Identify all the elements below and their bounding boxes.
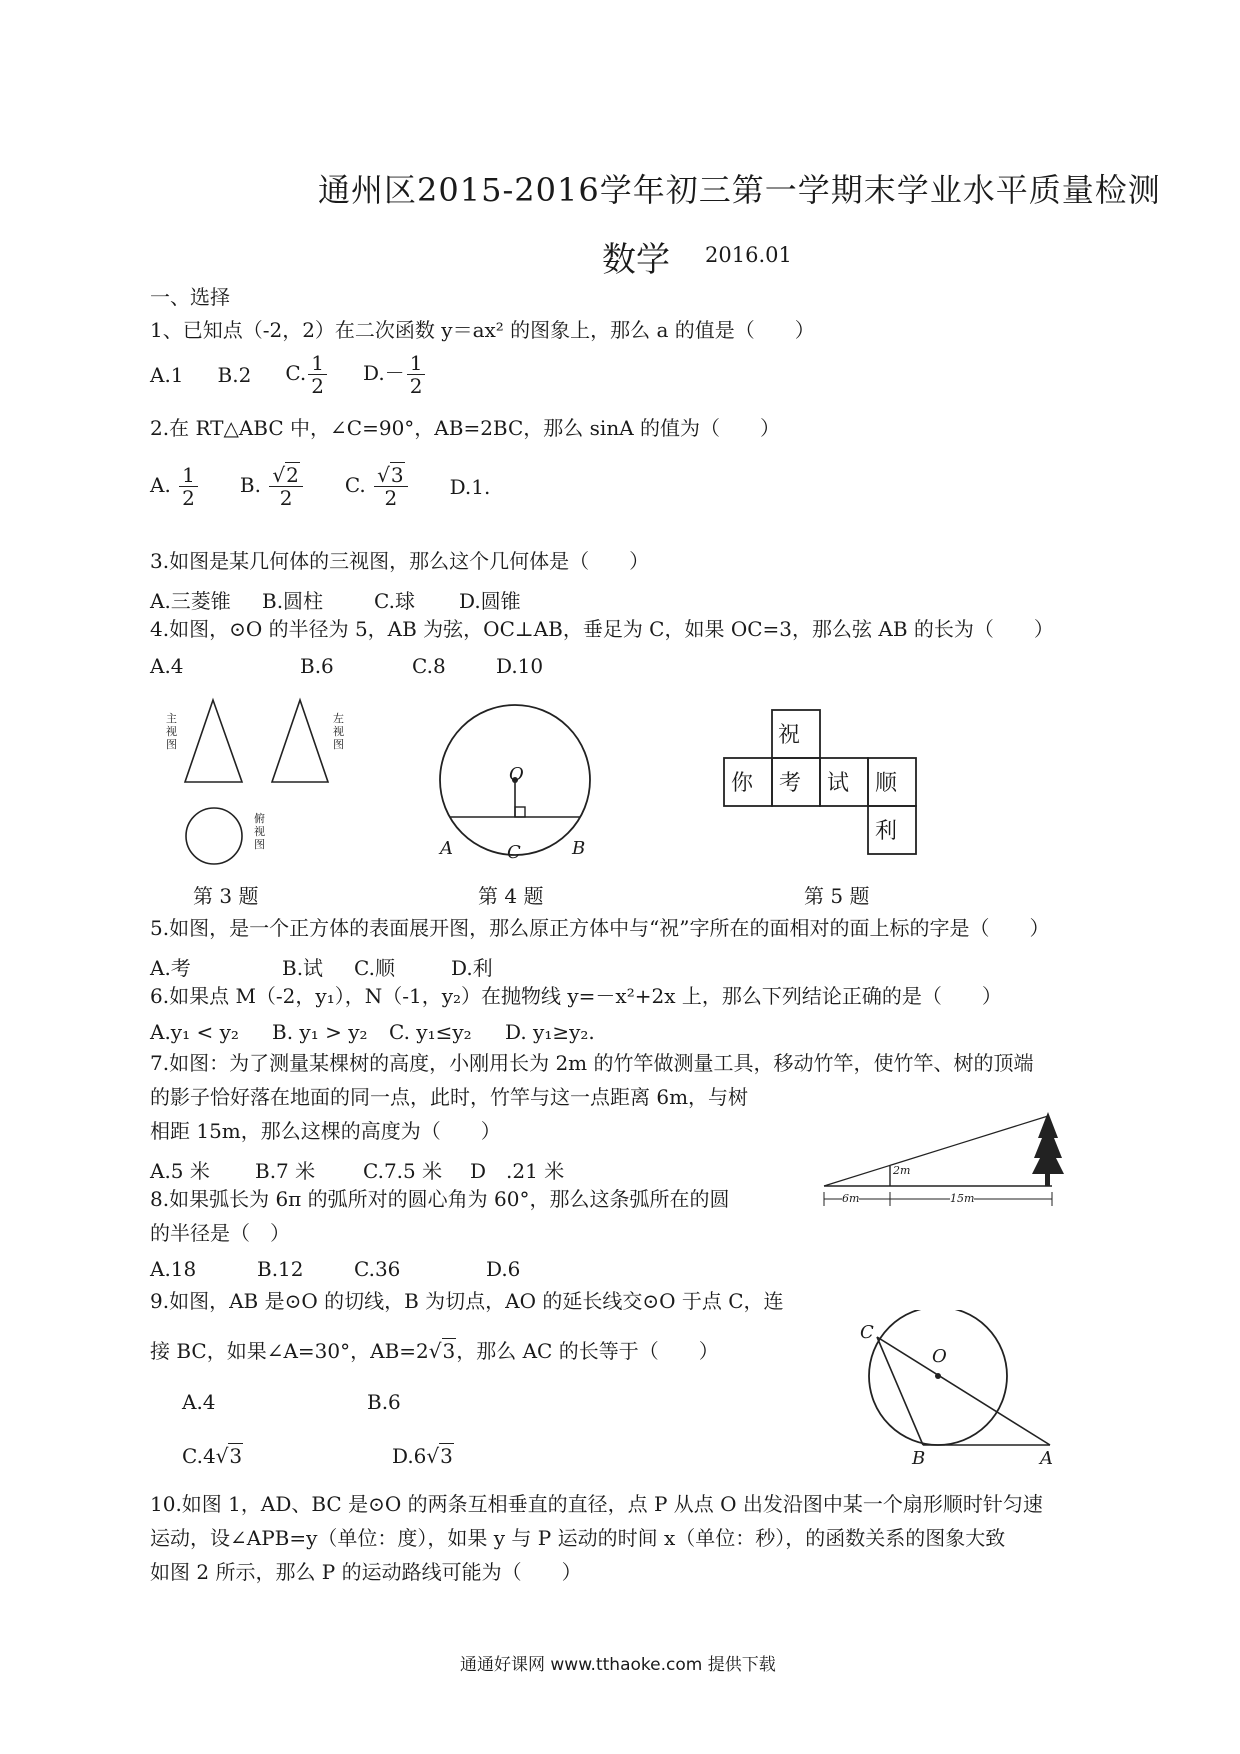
q2-option-a: A. $\frac{1}{2}$	[150, 464, 200, 509]
q5-option-d: D.利	[451, 956, 493, 980]
subject-title: 数学	[602, 240, 670, 280]
q6-option-a: A.y₁ < y₂	[150, 1020, 239, 1044]
q10-line3: 如图 2 所示，那么 P 的运动路线可能为（ ）	[150, 1560, 582, 1584]
q5-stem: 5.如图，是一个正方体的表面展开图，那么原正方体中与“祝”字所在的面相对的面上标的字是（ ）	[150, 916, 1050, 940]
q3-options	[150, 585, 521, 614]
q5-options	[150, 952, 493, 981]
q6-options	[150, 1020, 595, 1044]
pole-label: 2m	[893, 1164, 911, 1177]
distance-6m-label: 6m	[842, 1192, 860, 1205]
q1-option-d: D.－ $\frac{1}{2}$	[363, 352, 427, 397]
q1-option-b: B.2	[217, 362, 252, 387]
net-cell-li: 利	[875, 819, 898, 844]
distance-15m-label: 15m	[950, 1192, 975, 1205]
q7-options	[150, 1155, 564, 1184]
q5-option-b: B.试	[282, 956, 324, 980]
q4-options	[150, 654, 543, 678]
label-b: B	[572, 838, 586, 859]
q7-line2: 的影子恰好落在地面的同一点，此时，竹竿与这一点距离 6m，与树	[150, 1085, 749, 1109]
label-c: C	[507, 842, 521, 863]
net-cell-shun: 顺	[875, 771, 898, 796]
fig9-label-o: O	[932, 1346, 947, 1367]
q4-stem: 4.如图，⊙O 的半径为 5，AB 为弦，OC⊥AB，垂足为 C，如果 OC=3，那么弦 AB 的长为（ ）	[150, 617, 1054, 641]
right-angle-mark	[515, 807, 525, 817]
q1-options	[150, 352, 427, 397]
q3-option-a: A.三菱锥	[150, 589, 231, 613]
q6-option-b: B. y₁ > y₂	[272, 1020, 368, 1044]
q3-option-c: C.球	[374, 589, 415, 613]
q10-line2: 运动，设∠APB=y（单位：度），如果 y 与 P 运动的时间 x（单位：秒），的函数关系的图象大致	[150, 1526, 1006, 1550]
top-view-circle	[186, 808, 242, 864]
left-view-triangle	[272, 700, 328, 782]
q9-line2: 接 BC，如果∠A=30°，AB=2√3，那么 AC 的长等于（ ）	[150, 1339, 719, 1363]
q8-options	[150, 1257, 520, 1281]
q6-option-d: D. y₁≥y₂.	[505, 1020, 595, 1044]
tangent-circle-figure	[850, 1310, 1060, 1460]
q1-option-c: C. $\frac{1}{2}$	[285, 352, 329, 397]
q7-option-a: A.5 米	[150, 1159, 210, 1183]
q7-option-b: B.7 米	[255, 1159, 316, 1183]
q9-option-b: B.6	[367, 1390, 401, 1414]
q3-option-b: B.圆柱	[262, 589, 324, 613]
q7-line3: 相距 15m，那么这棵的高度为（ ）	[150, 1119, 501, 1143]
section-heading: 一、选择	[150, 285, 230, 309]
front-view-triangle	[185, 700, 242, 782]
caption-q3: 第 3 题	[193, 884, 259, 908]
q8-option-c: C.36	[354, 1257, 401, 1281]
fig9-label-c: C	[860, 1322, 874, 1343]
front-view-label: 主视图	[166, 712, 177, 751]
q5-option-c: C.顺	[354, 956, 395, 980]
q8-option-d: D.6	[486, 1257, 521, 1281]
q6-option-c: C. y₁≤y₂	[389, 1020, 472, 1044]
label-o: O	[509, 764, 524, 785]
q6-stem: 6.如果点 M（-2，y₁），N（-1，y₂）在抛物线 y=－x²+2x 上，那么下列结论正确的是（ ）	[150, 984, 1002, 1008]
net-cell-shi: 试	[827, 771, 850, 796]
q2-option-d: D.1.	[449, 474, 491, 499]
q3-option-d: D.圆锥	[459, 589, 521, 613]
q7-option-c: C.7.5 米	[363, 1159, 443, 1183]
q9-option-a: A.4	[182, 1390, 216, 1414]
fig9-label-a: A	[1040, 1448, 1053, 1469]
q3-stem: 3.如图是某几何体的三视图，那么这个几何体是（ ）	[150, 549, 650, 573]
chord-circle-figure	[430, 690, 620, 870]
q8-line1: 8.如果弧长为 6π 的弧所对的圆心角为 60°，那么这条弧所在的圆	[150, 1187, 730, 1211]
q8-line2: 的半径是（ ）	[150, 1221, 290, 1245]
q5-option-a: A.考	[150, 956, 191, 980]
tree-icon	[1032, 1112, 1064, 1174]
fig9-label-b: B	[912, 1448, 926, 1469]
exam-date: 2016.01	[705, 243, 792, 267]
q10-line1: 10.如图 1，AD、BC 是⊙O 的两条互相垂直的直径，点 P 从点 O 出发沿图中某一个扇形顺时针匀速	[150, 1492, 1043, 1516]
q4-option-a: A.4	[150, 654, 184, 678]
q9-line1: 9.如图，AB 是⊙O 的切线，B 为切点，AO 的延长线交⊙O 于点 C，连	[150, 1289, 784, 1313]
q8-option-a: A.18	[150, 1257, 197, 1281]
page-footer: 通通好课网 www.tthaoke.com 提供下载	[460, 1655, 776, 1675]
caption-q5: 第 5 题	[804, 884, 870, 908]
q9-option-d: D.6√3	[392, 1444, 453, 1468]
center-point	[935, 1373, 941, 1379]
net-cell-ni: 你	[731, 771, 754, 796]
q7-line1: 7.如图：为了测量某棵树的高度，小刚用长为 2m 的竹竿做测量工具，移动竹竿，使竹竿、树的顶端	[150, 1051, 1034, 1075]
q1-stem: 1、已知点（-2，2）在二次函数 y＝ax² 的图象上，那么 a 的值是（ ）	[150, 318, 815, 342]
left-view-label: 左视图	[333, 712, 344, 751]
q4-option-c: C.8	[412, 654, 446, 678]
q4-option-b: B.6	[300, 654, 334, 678]
q9-option-c: C.4√3	[182, 1444, 243, 1468]
q1-option-a: A.1	[150, 362, 184, 387]
q2-option-b: B. $\frac{√2}{2}$	[240, 464, 305, 509]
q7-option-d: D .21 米	[470, 1159, 565, 1183]
line-ca	[877, 1337, 1050, 1445]
q8-option-b: B.12	[257, 1257, 304, 1281]
line-cb	[877, 1337, 923, 1445]
sight-line	[824, 1116, 1048, 1186]
q2-options	[150, 464, 490, 509]
exam-title: 通州区2015-2016学年初三第一学期末学业水平质量检测	[318, 171, 1161, 209]
three-views-figure	[160, 690, 380, 870]
net-cell-kao: 考	[779, 771, 802, 796]
caption-q4: 第 4 题	[478, 884, 544, 908]
q2-option-c: C. $\frac{√3}{2}$	[345, 464, 410, 509]
label-a: A	[440, 838, 453, 859]
q2-stem: 2.在 RT△ABC 中，∠C=90°，AB=2BC，那么 sinA 的值为（ ）	[150, 416, 780, 440]
net-cell-zhu: 祝	[778, 723, 801, 748]
q4-option-d: D.10	[496, 654, 544, 678]
top-view-label: 俯视图	[254, 812, 265, 851]
